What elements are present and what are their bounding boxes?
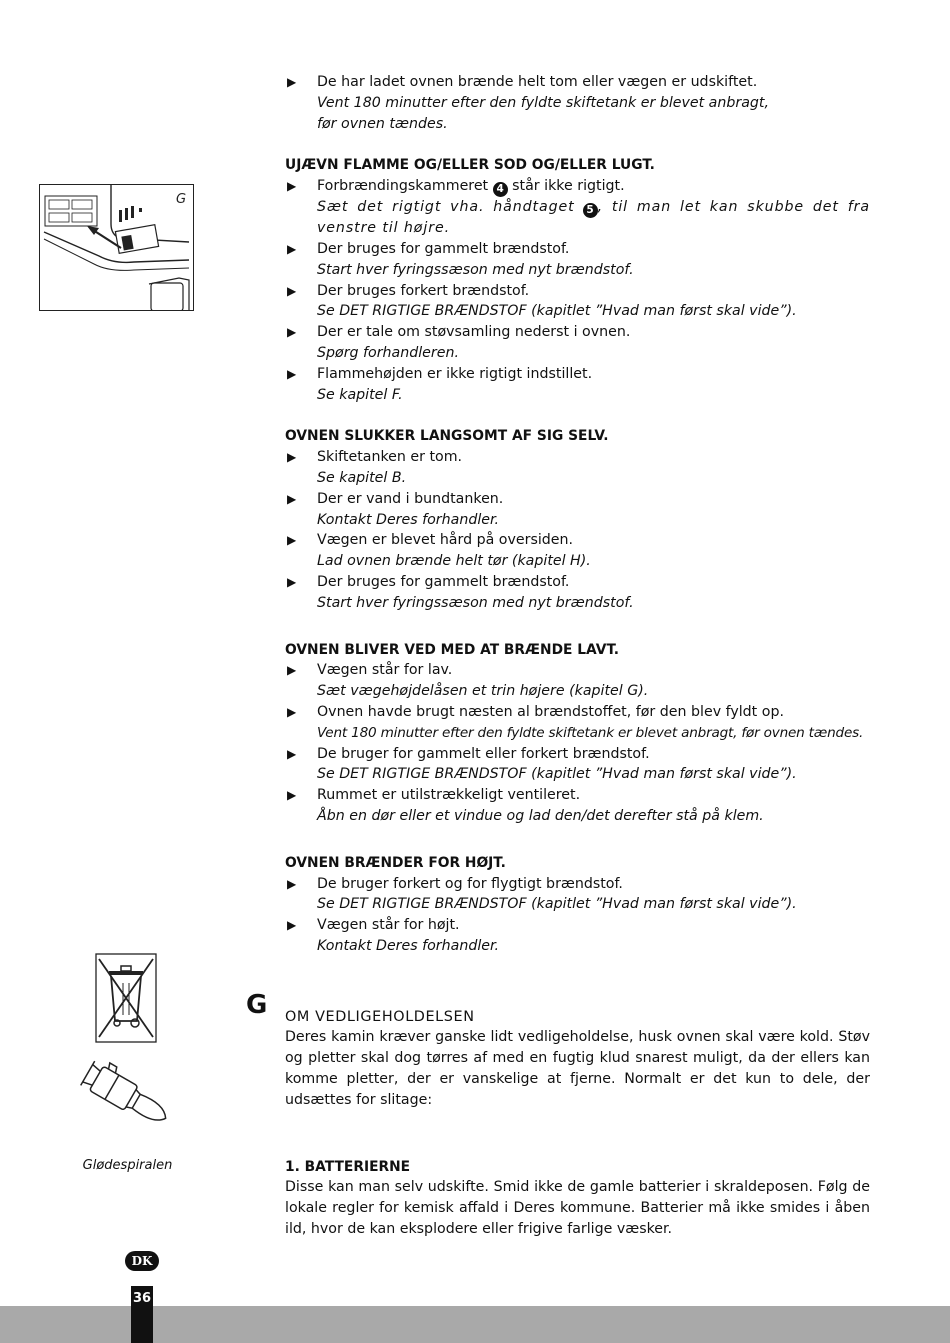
- list-item: [285, 447, 870, 489]
- bullet-icon: ▶: [287, 574, 297, 589]
- item-text: Flammehøjden er ikke rigtigt indstillet.: [317, 365, 593, 382]
- list-item: [285, 281, 870, 323]
- item-hint: Lad ovnen brænde helt tør (kapitel H).: [317, 553, 591, 570]
- language-badge: DK: [125, 1251, 159, 1271]
- bullet-icon: ▶: [287, 663, 297, 678]
- chapter-body: Deres kamin kræver ganske lidt vedligeholdelse, husk ovnen skal være kold. Støv og pletter skal dog tørres af med en fugtig klud snarest muligt, da der ellers kan komme pletter, der er vanskelige at fjerne. Normalt er det kun to dele, der udsættes for slitage:: [285, 1029, 870, 1108]
- section-title: OVNEN BRÆNDER FOR HØJT.: [285, 854, 506, 871]
- bullet-icon: ▶: [287, 746, 297, 761]
- bullet-icon: ▶: [287, 788, 297, 803]
- number-4-icon: 4: [493, 182, 508, 197]
- bullet-icon: ▶: [287, 241, 297, 256]
- bullet-icon: ▶: [287, 283, 297, 298]
- item-hint: Åbn en dør eller et vindue og lad den/det derefter stå på klem.: [317, 807, 764, 824]
- figure-label: G: [176, 192, 187, 207]
- glow-plug-icon: [72, 1060, 188, 1140]
- bullet-icon: ▶: [287, 325, 297, 340]
- main-content: [285, 72, 870, 1240]
- item-text: Der bruges forkert brændstof.: [317, 282, 530, 299]
- bullet-icon: ▶: [287, 704, 297, 719]
- item-text: De har ladet ovnen brænde helt tom eller vægen er udskiftet.: [317, 74, 758, 90]
- bullet-icon: ▶: [287, 179, 297, 194]
- item-hint: Se DET RIGTIGE BRÆNDSTOF (kapitlet ”Hvad man først skal vide”).: [317, 766, 797, 783]
- item-hint: Se DET RIGTIGE BRÆNDSTOF (kapitlet ”Hvad man først skal vide”).: [317, 303, 797, 320]
- item-text: De bruger forkert og for flygtigt brændstof.: [317, 875, 623, 892]
- item-hint: Kontakt Deres forhandler.: [317, 937, 500, 954]
- item-hint: Se kapitel F.: [317, 386, 403, 403]
- battery-section-title: 1. BATTERIERNE: [285, 1158, 411, 1175]
- list-item: [285, 660, 870, 702]
- item-text: Vægen står for lav.: [317, 662, 453, 679]
- list-item: [285, 702, 870, 744]
- list-item: [285, 530, 870, 572]
- item-text: Der bruges for gammelt brændstof.: [317, 240, 570, 257]
- list-item: [285, 364, 870, 406]
- list-item: [285, 915, 870, 957]
- item-text: Skiftetanken er tom.: [317, 449, 463, 466]
- item-hint: Vent 180 minutter efter den fyldte skiftetank er blevet anbragt, før ovnen tændes.: [317, 724, 864, 741]
- item-hint: Kontakt Deres forhandler.: [317, 511, 500, 528]
- figure-caption: Glødespiralen: [82, 1158, 173, 1173]
- list-item: [285, 322, 870, 364]
- item-text: Vægen står for højt.: [317, 917, 460, 934]
- number-5-icon: 5: [583, 203, 598, 218]
- item-text: Rummet er utilstrækkeligt ventileret.: [317, 787, 581, 804]
- list-item: [285, 785, 870, 827]
- section-title: OVNEN BLIVER VED MED AT BRÆNDE LAVT.: [285, 641, 620, 658]
- item-text: Vægen er blevet hård på oversiden.: [317, 532, 574, 549]
- item-hint: Start hver fyringssæson med nyt brændstof.: [317, 261, 634, 278]
- bullet-icon: ▶: [287, 918, 297, 933]
- item-text: Der er vand i bundtanken.: [317, 490, 504, 507]
- battery-body: Disse kan man selv udskifte. Smid ikke de gamle batterier i skraldeposen. Følg de lokale regler for kemisk affald i Deres kommune. Batterier må ikke smides i åben ild, hvor de kan eksplodere eller frigive farlige væsker.: [285, 1179, 870, 1238]
- page-number: 36: [132, 1291, 152, 1306]
- list-item: [285, 239, 870, 281]
- list-item: [285, 176, 870, 239]
- section-title: OVNEN SLUKKER LANGSOMT AF SIG SELV.: [285, 428, 609, 445]
- item-hint: Se DET RIGTIGE BRÆNDSTOF (kapitlet ”Hvad man først skal vide”).: [317, 896, 797, 913]
- bullet-icon: ▶: [287, 75, 297, 89]
- item-hint: Sæt det rigtigt vha. håndtaget 5 , til man let kan skubbe det fra venstre til højre.: [317, 199, 870, 237]
- item-text: Der er tale om støvsamling nederst i ovnen.: [317, 324, 631, 341]
- item-text: De bruger for gammelt eller forkert brændstof.: [317, 745, 650, 762]
- chapter-letter: G: [246, 990, 268, 1020]
- list-item: [285, 72, 870, 134]
- chapter-title: OM VEDLIGEHOLDELSEN: [285, 1008, 475, 1025]
- bullet-icon: ▶: [287, 366, 297, 381]
- bullet-icon: ▶: [287, 491, 297, 506]
- bullet-icon: ▶: [287, 450, 297, 465]
- item-text: Der bruges for gammelt brændstof.: [317, 573, 570, 590]
- item-hint: Spørg forhandleren.: [317, 344, 459, 361]
- item-hint: Start hver fyringssæson med nyt brændstof.: [317, 594, 634, 611]
- bullet-icon: ▶: [287, 533, 297, 548]
- list-item: [285, 572, 870, 614]
- battery-compartment-illustration: [39, 184, 194, 311]
- item-text: Forbrændingskammeret 4 står ikke rigtigt.: [317, 178, 625, 196]
- list-item: [285, 874, 870, 916]
- list-item: [285, 489, 870, 531]
- item-hint: Vent 180 minutter efter den fyldte skiftetank er blevet anbragt, før ovnen tændes.: [317, 94, 769, 132]
- item-text: Ovnen havde brugt næsten al brændstoffet, før den blev fyldt op.: [317, 703, 784, 720]
- list-item: [285, 744, 870, 786]
- item-hint: Sæt vægehøjdelåsen et trin højere (kapitel G).: [317, 683, 649, 700]
- bullet-icon: ▶: [287, 876, 297, 891]
- item-hint: Se kapitel B.: [317, 469, 407, 486]
- section-title: UJÆVN FLAMME OG/ELLER SOD OG/ELLER LUGT.: [285, 157, 655, 174]
- weee-recycling-icon: [95, 953, 157, 1043]
